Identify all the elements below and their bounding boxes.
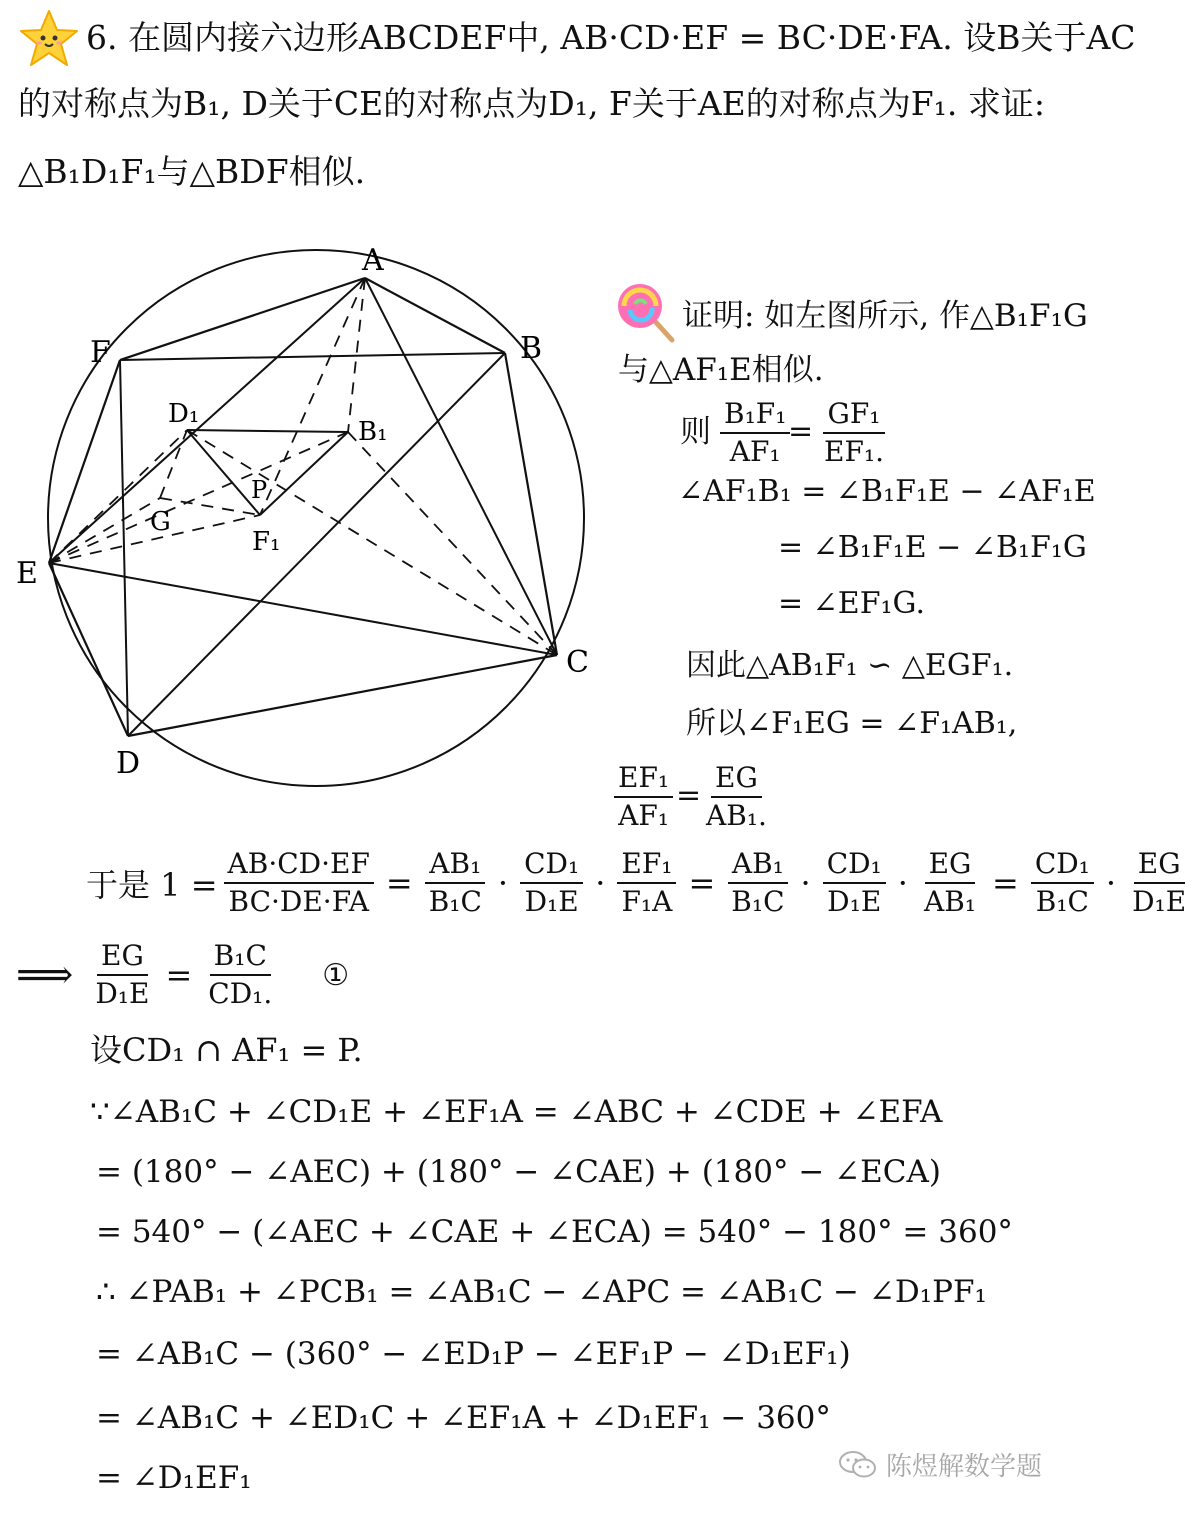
fraction-e: $\frac{\text{CD₁}}{\text{D₁E}}$ <box>823 848 886 918</box>
fraction-GF1-EF1: $\frac{\text{GF₁}}{\text{EF₁.}}$ <box>824 397 884 468</box>
implies-arrow: ⟹ <box>16 952 74 998</box>
angle-line-1: ∠AF₁B₁ = ∠B₁F₁E − ∠AF₁E <box>678 474 1096 509</box>
watermark <box>838 1446 1042 1483</box>
proof-line-5: = ∠AB₁C − (360° − ∠ED₁P − ∠EF₁P − ∠D₁EF₁) <box>96 1336 851 1372</box>
product-equation: 于是 1 = $\frac{AB\cdot CD\cdot EF}{BC\cdot DE\cdot FA}$ = $\frac{\text{AB₁}}{\text{B₁C}}$ · $\frac{\text{CD₁}}{\text{D₁E}}$ · $\frac{\text{EF₁}}{\text{F₁A}}$ = $\frac{\text{AB₁}}{\text{B₁C}}$ · $\frac{\text{CD₁}}{\text{D₁E}}$ · $\frac{EG}{\text{AB₁}}$ = $\frac{\text{CD₁}}{\text{B₁C}}$ · $\frac{EG}{\text{D₁E}}$ <box>86 848 1196 918</box>
label-G: G <box>150 507 171 537</box>
proof-line-6: = ∠AB₁C + ∠ED₁C + ∠EF₁A + ∠D₁EF₁ − 360° <box>96 1400 831 1436</box>
watermark-text: 陈煜解数学题 <box>886 1452 1043 1482</box>
diagonals <box>49 278 557 736</box>
fraction-r2: $\frac{\text{B₁C}}{\text{CD₁.}}$ <box>208 939 273 1010</box>
label-B: B <box>520 331 543 366</box>
fraction-f: $\frac{EG}{\text{AB₁}}$ <box>923 847 976 918</box>
fraction-g: $\frac{\text{CD₁}}{\text{B₁C}}$ <box>1031 848 1094 918</box>
equals-sign: = <box>788 414 814 449</box>
fraction-c: $\frac{\text{EF₁}}{\text{F₁A}}$ <box>617 848 676 918</box>
fraction-b: $\frac{\text{CD₁}}{\text{D₁E}}$ <box>520 848 583 918</box>
label-D: D <box>116 746 141 781</box>
label-P: P <box>251 476 268 504</box>
fraction-d: $\frac{\text{AB₁}}{\text{B₁C}}$ <box>727 848 788 918</box>
fraction-h: $\frac{EG}{\text{D₁E}}$ <box>1132 847 1187 918</box>
label-A: A <box>362 243 384 278</box>
proof-line-3: = 540° − (∠AEC + ∠CAE + ∠ECA) = 540° − 180° = 360° <box>96 1214 1013 1250</box>
therefore-angle: 所以∠F₁EG = ∠F₁AB₁, <box>686 706 1018 741</box>
set-P-line: 设CD₁ ∩ AF₁ = P. <box>90 1031 363 1069</box>
angle-line-2: = ∠B₁F₁E − ∠B₁F₁G <box>778 530 1087 565</box>
label-E: E <box>16 556 38 591</box>
star-emoji-icon <box>18 8 80 70</box>
proof-line-2: = (180° − ∠AEC) + (180° − ∠CAE) + (180° − ∠ECA) <box>96 1154 941 1190</box>
proof-line-7: = ∠D₁EF₁ <box>96 1460 252 1496</box>
fraction-r1: $\frac{EG}{\text{D₁E}}$ <box>95 939 150 1010</box>
fraction-EF1-AF1: $\frac{\text{EF₁}}{\text{AF₁}}$ <box>614 762 673 832</box>
circumcircle <box>48 250 584 786</box>
label-B1: B₁ <box>358 417 388 447</box>
label-D1: D₁ <box>168 399 200 429</box>
proof-then: 则 <box>680 414 711 450</box>
problem-line-2: 的对称点为B₁, D关于CE的对称点为D₁, F关于AE的对称点为F₁. 求证: <box>18 84 1045 123</box>
angle-line-3: = ∠EF₁G. <box>778 586 925 621</box>
therefore-similar: 因此△AB₁F₁ ∽ △EGF₁. <box>686 648 1014 683</box>
fraction-EG-AB1: $\frac{EG}{\text{AB₁.}}$ <box>706 761 767 832</box>
label-F: F <box>90 335 111 370</box>
lollipop-icon <box>614 280 680 346</box>
equals-sign-2: = <box>676 778 702 813</box>
circled-number-1: ① <box>322 957 350 993</box>
fraction-B1F1-AF1: $\frac{\text{B₁F₁}}{\text{AF₁}}$ <box>720 398 790 468</box>
problem-line-1: 6. 在圆内接六边形ABCDEF中, AB·CD·EF = BC·DE·FA. 设B关于AC <box>86 18 1136 57</box>
proof-intro-1: 证明: 如左图所示, 作△B₁F₁G <box>682 298 1088 334</box>
problem-line-3: △B₁D₁F₁与△BDF相似. <box>18 152 366 191</box>
yushi-text: 于是 1 = <box>86 866 218 904</box>
wechat-icon <box>838 1449 878 1481</box>
geometry-figure <box>0 240 600 800</box>
label-F1: F₁ <box>252 527 281 557</box>
proof-line-4: ∴ ∠PAB₁ + ∠PCB₁ = ∠AB₁C − ∠APC = ∠AB₁C − ∠D₁PF₁ <box>96 1274 987 1310</box>
proof-line-1: ∵∠AB₁C + ∠CD₁E + ∠EF₁A = ∠ABC + ∠CDE + ∠EFA <box>90 1094 943 1130</box>
proof-intro-2: 与△AF₁E相似. <box>618 352 824 388</box>
fraction-main: $\frac{AB\cdot CD\cdot EF}{BC\cdot DE\cdot FA}$ <box>224 848 374 918</box>
label-C: C <box>566 645 589 680</box>
fraction-a: $\frac{\text{AB₁}}{\text{B₁C}}$ <box>425 848 486 918</box>
implies-equation: ⟹ $\frac{EG}{\text{D₁E}}$ = $\frac{\text{B₁C}}{\text{CD₁.}}$ ① <box>16 939 350 1010</box>
